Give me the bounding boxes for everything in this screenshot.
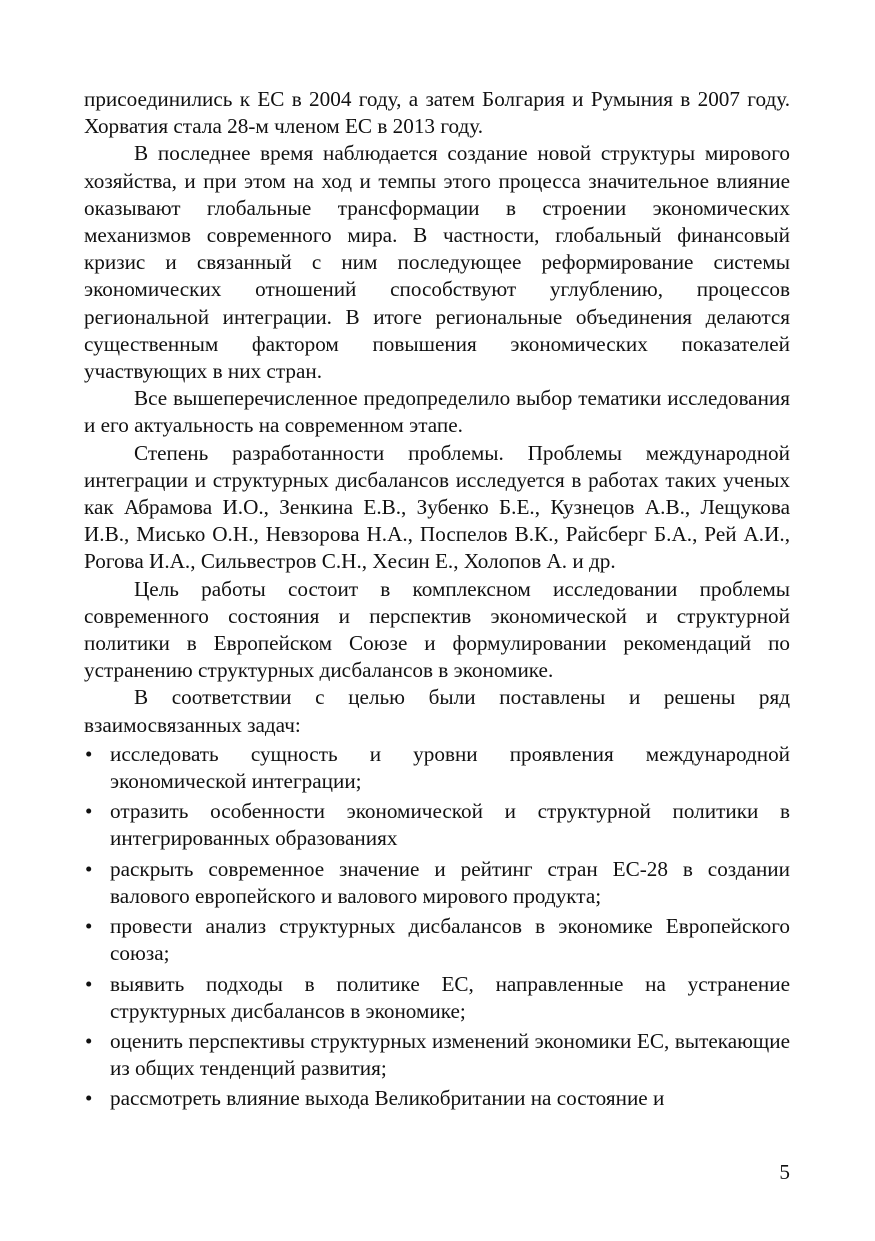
paragraph-research-degree: Степень разработанности проблемы. Проблемы международной интеграции и структурных дисбалансов исследуется в работах таких ученых как Абрамова И.О., Зенкина Е.В., Зубенко Б.Е., Кузнецов А.В., Лещукова И.В., Мисько О.Н., Невзорова Н.А., Поспелов В.К., Райсберг Б.А., Рей А.И., Рогова И.А., Сильвестров С.Н., Хесин Е., Холопов А. и др. [84, 440, 790, 574]
list-item [84, 1085, 790, 1112]
bullet-icon: • [85, 1028, 93, 1053]
list-item-text: раскрыть современное значение и рейтинг стран ЕС-28 в создании валового европейского и валового мирового продукта; [110, 856, 790, 908]
list-item [84, 1028, 790, 1082]
bullet-icon: • [85, 1086, 93, 1111]
bullet-icon: • [85, 799, 93, 824]
paragraph-goal: Цель работы состоит в комплексном исследовании проблемы современного состояния и перспектив экономической и структурной политики в Европейском Союзе и формулировании рекомендаций по устранению структурных дисбалансов в экономике. [84, 576, 790, 683]
list-item-text: оценить перспективы структурных изменений экономики ЕС, вытекающие из общих тенденций развития; [110, 1028, 790, 1081]
page-number: 5 [779, 1160, 790, 1184]
list-item [84, 798, 790, 852]
bullet-icon: • [85, 971, 93, 996]
list-item-text: выявить подходы в политике ЕС, направленные на устранение структурных дисбалансов в экономике; [110, 971, 790, 1023]
list-item [84, 741, 790, 795]
bullet-icon: • [85, 856, 93, 881]
document-page [84, 86, 790, 1116]
list-item-text: отразить особенности экономической и структурной политики в интегрированных образованиях [110, 799, 790, 851]
bullet-icon: • [85, 741, 93, 766]
list-item-text: рассмотреть влияние выхода Великобритании на состояние и [110, 1086, 665, 1111]
bullet-icon: • [85, 914, 93, 939]
list-item [84, 856, 790, 910]
paragraph-relevance: Все вышеперечисленное предопределило выбор тематики исследования и его актуальность на современном этапе. [84, 386, 790, 438]
list-item [84, 913, 790, 967]
list-item-text: исследовать сущность и уровни проявления международной экономической интеграции; [110, 741, 790, 794]
paragraph-tasks-intro: В соответствии с целью были поставлены и решены ряд взаимосвязанных задач: [84, 685, 790, 737]
list-item-text: провести анализ структурных дисбалансов в экономике Европейского союза; [110, 914, 790, 966]
paragraph-continuation: присоединились к ЕС в 2004 году, а затем Болгария и Румыния в 2007 году. Хорватия стала 28-м членом ЕС в 2013 году. [84, 87, 790, 139]
paragraph-world-economy: В последнее время наблюдается создание новой структуры мирового хозяйства, и при этом на ход и темпы этого процесса значительное влияние оказывают глобальные трансформации в строении экономических механизмов современного мира. В частности, глобальный финансовый кризис и связанный с ним последующее реформирование системы экономических отношений способствуют углублению, процессов региональной интеграции. В итоге региональные объединения делаются существенным фактором повышения экономических показателей участвующих в них стран. [84, 141, 790, 384]
list-item [84, 971, 790, 1025]
tasks-list [84, 741, 790, 1113]
